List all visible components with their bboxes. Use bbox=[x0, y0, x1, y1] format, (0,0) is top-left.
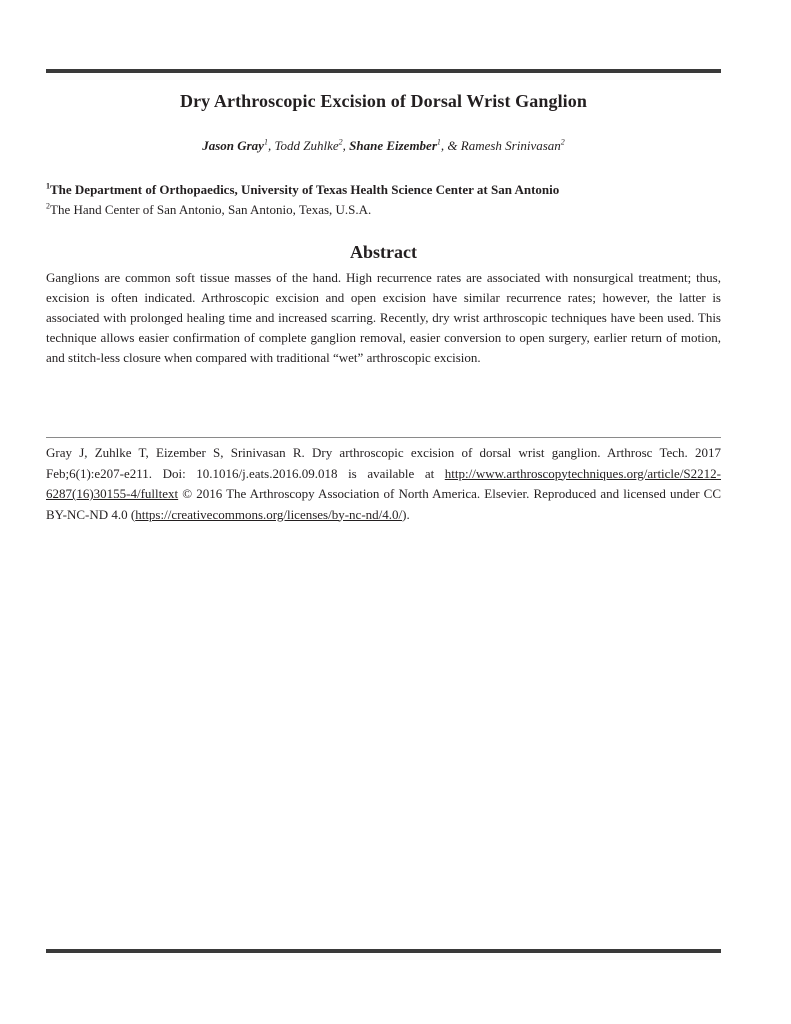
author-3 bbox=[349, 138, 441, 153]
paper-title: Dry Arthroscopic Excision of Dorsal Wrist Ganglion bbox=[179, 91, 587, 111]
author-line bbox=[46, 138, 721, 154]
citation-text-after: ). bbox=[402, 506, 410, 522]
author-4-name: Ramesh Srinivasan bbox=[460, 138, 561, 153]
bottom-rule bbox=[46, 949, 721, 953]
author-1-sup: 1 bbox=[263, 137, 268, 147]
affiliation-2-sup: 2 bbox=[46, 201, 50, 211]
author-2 bbox=[274, 138, 342, 153]
affiliation-1-text: The Department of Orthopaedics, University of Texas Health Science Center at San Antonio bbox=[50, 182, 560, 197]
author-separator: , & bbox=[440, 138, 461, 153]
abstract-body: Ganglions are common soft tissue masses of the hand. High recurrence rates are associated with nonsurgical treatment; thus, excision is often indicated. Arthroscopic excision and open excision have similar recurrence rates; however, the latter is associated with prolonged healing time and increased scarring. Recently, dry wrist arthroscopic techniques have been used. This technique allows easier confirmation of complete ganglion removal, easier conversion to open surgery, earlier return of motion, and stitch-less closure when compared with traditional “wet” arthroscopic excision. bbox=[46, 270, 721, 365]
affiliation-2 bbox=[46, 202, 721, 218]
citation-block bbox=[46, 443, 721, 525]
article-link[interactable]: http://www.arthroscopytechniques.org/article/S2212-6287(16)30155-4/fulltext bbox=[46, 465, 721, 501]
author-1-name: Jason Gray bbox=[202, 138, 264, 153]
author-1 bbox=[202, 138, 268, 153]
citation-text-before: Gray J, Zuhlke T, Eizember S, Srinivasan R. Dry arthroscopic excision of dorsal wrist ganglion. Arthrosc Tech. 2017 Feb;6(1):e207-e211. Doi: 10.1016/j.eats.2016.09.018 is available at bbox=[46, 445, 721, 481]
author-2-name: Todd Zuhlke bbox=[274, 138, 339, 153]
affiliation-1-sup: 1 bbox=[46, 181, 50, 191]
affiliation-2-text: The Hand Center of San Antonio, San Antonio, Texas, U.S.A. bbox=[50, 202, 372, 217]
author-3-sup: 1 bbox=[436, 137, 441, 147]
license-link[interactable]: https://creativecommons.org/licenses/by-nc-nd/4.0/ bbox=[135, 506, 403, 522]
affiliation-1 bbox=[46, 182, 721, 198]
author-separator: , bbox=[267, 138, 275, 153]
abstract-heading: Abstract bbox=[350, 242, 417, 262]
citation-text-middle: © 2016 The Arthroscopy Association of North America. Elsevier. Reproduced and licensed under CC BY-NC-ND 4.0 ( bbox=[46, 486, 721, 522]
author-3-name: Shane Eizember bbox=[349, 138, 437, 153]
citation-divider bbox=[46, 437, 721, 438]
author-4 bbox=[461, 138, 565, 153]
author-4-sup: 2 bbox=[560, 137, 565, 147]
top-rule bbox=[46, 69, 721, 73]
author-separator: , bbox=[342, 138, 350, 153]
author-2-sup: 2 bbox=[338, 137, 343, 147]
